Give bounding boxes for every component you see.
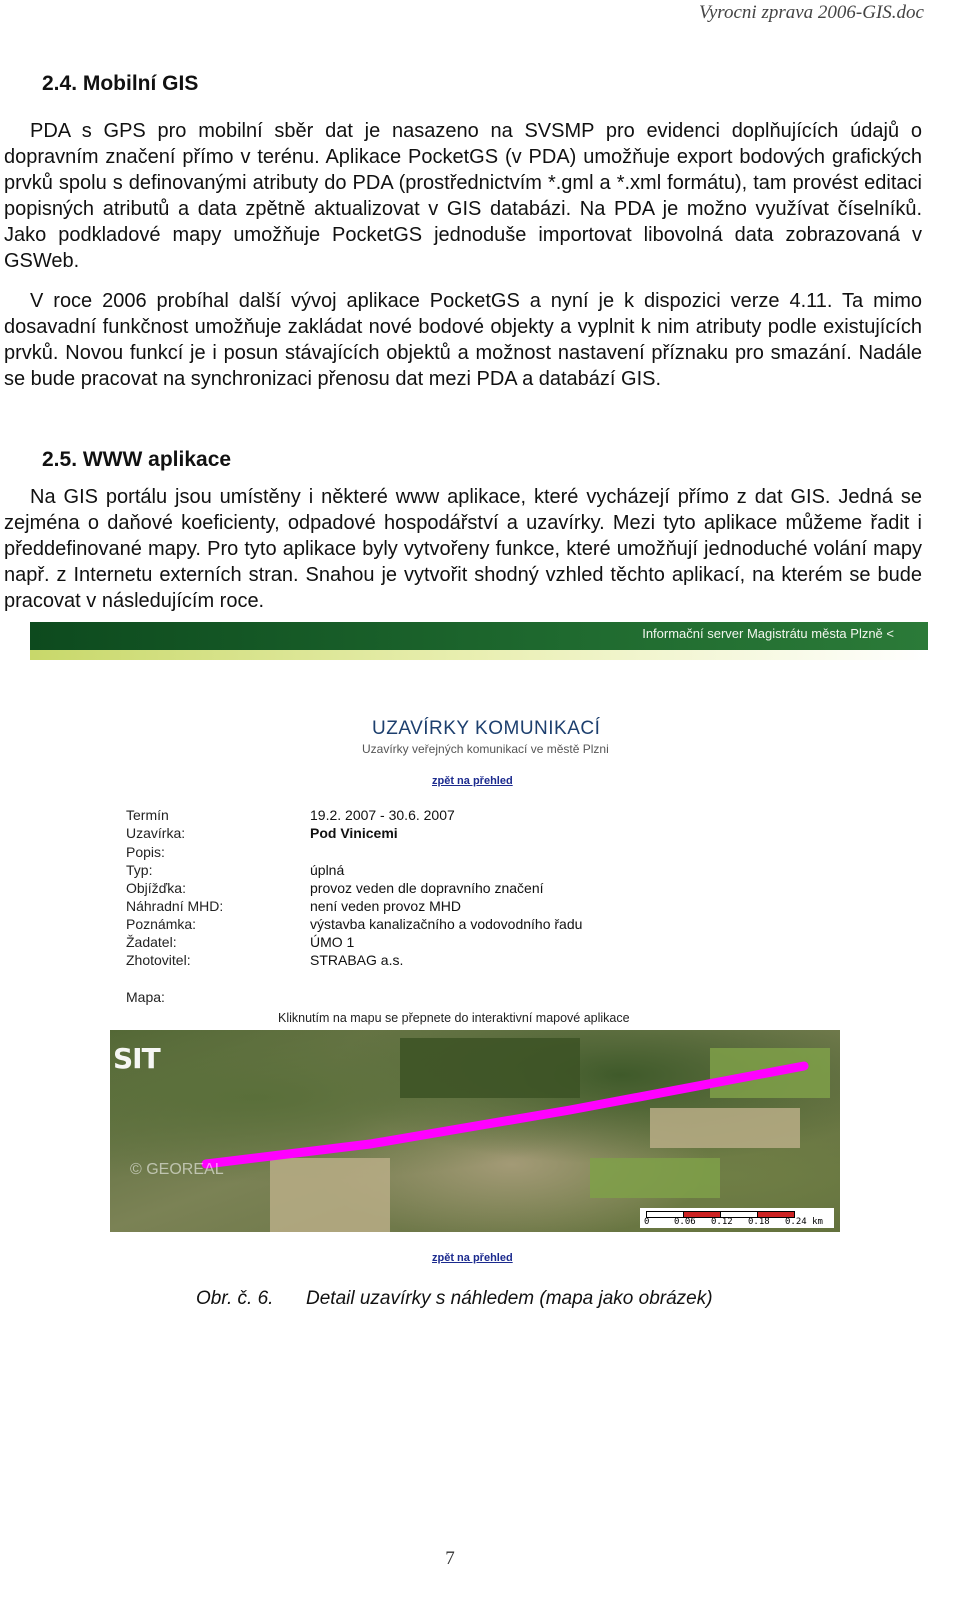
map-watermark: © GEOREAL	[130, 1161, 224, 1178]
detail-value: výstavba kanalizačního a vodovodního řadu	[310, 916, 583, 932]
detail-label: Náhradní MHD:	[126, 898, 224, 914]
detail-label: Poznámka:	[126, 916, 197, 932]
detail-value: ÚMO 1	[310, 934, 355, 950]
paragraph: Na GIS portálu jsou umístěny i některé www aplikace, které vycházejí přímo z dat GIS. Jedná se zejména o daňové koeficienty, odpadové hospodářství a uzavírky. Mezi tyto aplikace můžeme řadit i předdefinované mapy. Pro tyto aplikace byly vytvořeny funkce, které umožňují jednoduché volání mapy např. z Internetu externích stran. Snahou je vytvořit shodný vzhled těchto aplikací, na kterém se bude pracovat v následujícím roce.	[4, 486, 922, 612]
back-to-overview-link[interactable]: zpět na přehled	[432, 1252, 513, 1264]
map-logo: SIT	[113, 1042, 160, 1075]
road-closure-line	[110, 1008, 840, 1232]
page-number: 7	[445, 1548, 455, 1569]
detail-value: STRABAG a.s.	[310, 952, 404, 968]
paragraph: V roce 2006 probíhal další vývoj aplikace PocketGS a nyní je k dispozici verze 4.11. Ta mimo dosavadní funkčnost umožňuje zakládat nové bodové objekty a vyplnit k nim atributy podle existujících prvků. Novou funkcí je i posun stávajících objektů a možnost nastavení příznaku pro smazání. Nadále se bude pracovat na synchronizaci přenosu dat mezi PDA a databází GIS.	[4, 290, 922, 390]
banner-stripe	[30, 650, 928, 660]
map-preview[interactable]	[110, 1008, 840, 1232]
detail-value: provoz veden dle dopravního značení	[310, 880, 544, 896]
portal-banner-text[interactable]: Informační server Magistrátu města Plzně <	[642, 626, 894, 641]
scale-label: 0.06	[674, 1217, 696, 1227]
detail-label: Zhotovitel:	[126, 952, 191, 968]
scale-label: 0.18	[748, 1217, 770, 1227]
back-to-overview-link[interactable]: zpět na přehled	[432, 775, 513, 787]
scale-bar	[640, 1208, 834, 1228]
scale-label: 0	[644, 1217, 650, 1227]
portal-banner	[30, 622, 928, 650]
detail-label: Typ:	[126, 862, 153, 878]
detail-value: Pod Vinicemi	[310, 825, 398, 841]
section-heading-www-apps: 2.5. WWW aplikace	[42, 448, 232, 471]
closures-title: UZAVÍRKY KOMUNIKACÍ	[372, 718, 601, 739]
detail-label: Objížďka:	[126, 880, 186, 896]
section-heading-mobile-gis: 2.4. Mobilní GIS	[42, 72, 199, 95]
detail-value: 19.2. 2007 - 30.6. 2007	[310, 807, 455, 823]
figure-screenshot	[30, 622, 928, 1282]
detail-label: Žadatel:	[126, 934, 177, 950]
closures-subtitle: Uzavírky veřejných komunikací ve městě Plzni	[362, 742, 609, 756]
running-header: Vyrocni zprava 2006-GIS.doc	[699, 2, 924, 23]
detail-label: Uzavírka:	[126, 825, 186, 841]
scale-label: 0.24 km	[785, 1217, 823, 1227]
detail-label: Popis:	[126, 844, 165, 860]
scale-label: 0.12	[711, 1217, 733, 1227]
figure-caption: Detail uzavírky s náhledem (mapa jako obrázek)	[306, 1288, 713, 1309]
detail-value: úplná	[310, 862, 345, 878]
detail-value: není veden provoz MHD	[310, 898, 461, 914]
map-label: Mapa:	[126, 989, 165, 1005]
map-caption[interactable]: Kliknutím na mapu se přepnete do interaktivní mapové aplikace	[278, 1011, 630, 1025]
detail-label: Termín	[126, 807, 169, 823]
figure-number: Obr. č. 6.	[196, 1288, 274, 1309]
paragraph: PDA s GPS pro mobilní sběr dat je nasazeno na SVSMP pro evidenci doplňujících údajů o dopravním značení přímo v terénu. Aplikace PocketGS (v PDA) umožňuje export bodových grafických prvků spolu s definovanými atributy do PDA (prostřednictvím *.gml a *.xml formátu), tam provést editaci popisných atributů a data zpětně aktualizovat v GIS databázi. Na PDA je možno využívat číselníků. Jako podkladové mapy umožňuje PocketGS jednoduše importovat libovolná data zobrazovaná v GSWeb.	[4, 120, 922, 272]
